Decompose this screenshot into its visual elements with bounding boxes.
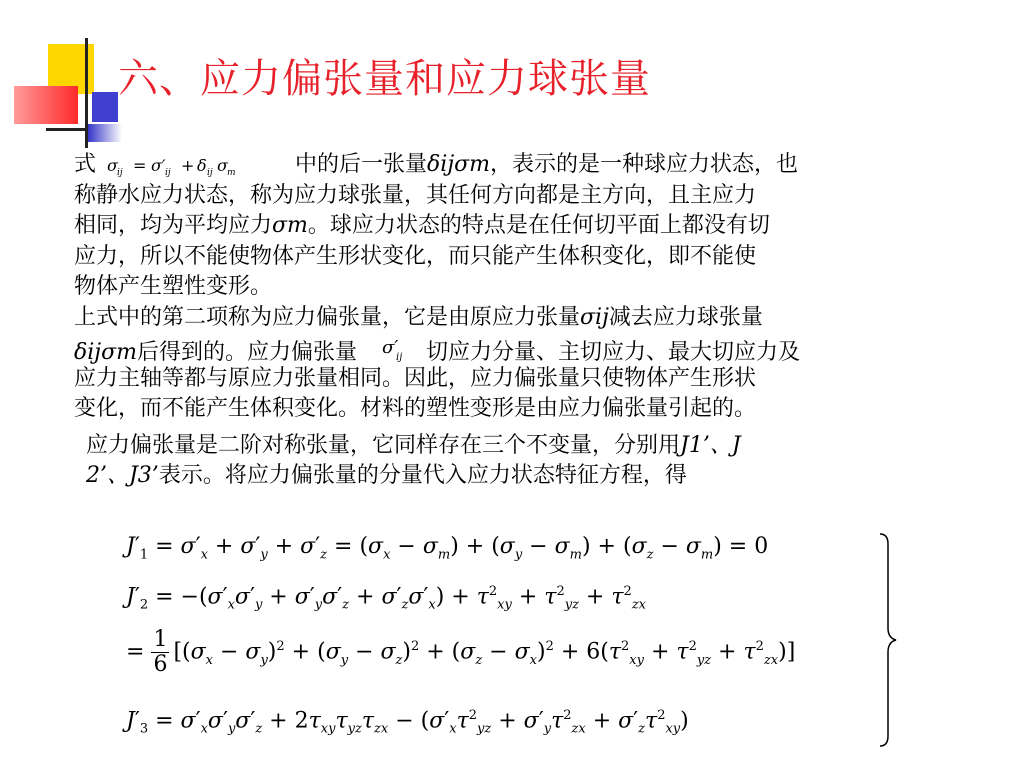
svg-text:σ′: σ′ [151, 156, 166, 175]
right-brace-icon [878, 532, 898, 748]
svg-text:m: m [227, 168, 236, 178]
text-line [74, 461, 974, 492]
svg-text:σ′: σ′ [382, 337, 399, 358]
text-fragment: 后得到的。应力偏张量 [136, 339, 357, 365]
text-line [74, 333, 974, 364]
svg-text:ij: ij [165, 168, 171, 178]
red-square [14, 86, 78, 124]
svg-text:ij: ij [396, 352, 403, 363]
equation-j3: $J'_3 = \sigma'_x\sigma'_y\sigma'_z + 2\tau_{xy}\tau_{yz}\tau_{zx} - (\sigma'_x\tau^2_{yz} + \sigma'_y\tau^2_{zx} + \sigma'_z\tau^2_{xy})$ [126, 708, 689, 737]
blue-square [92, 92, 118, 122]
inline-equation-image [103, 152, 288, 178]
blue-bar [88, 124, 122, 142]
text-fragment: 相同，均为平均应力 [74, 213, 273, 238]
math-fragment: 2’、J3’ [86, 463, 159, 488]
text-line [74, 303, 974, 334]
math-fragment: σm [272, 213, 308, 238]
svg-text:ij: ij [207, 168, 213, 178]
text-line [74, 431, 974, 462]
text-fragment: 上式中的第二项称为应力偏张量，它是由原应力张量 [74, 304, 581, 330]
text-line [74, 211, 974, 242]
math-fragment: J1’、J [680, 432, 741, 458]
text-fragment: 应力偏张量是二阶对称张量，它同样存在三个不变量，分别用 [86, 432, 681, 458]
text-line [74, 150, 974, 181]
equation-j2-expanded: = $\frac{1}{6}$ $[(\sigma_x - \sigma_y)^2 + (\sigma_y - \sigma_z)^2 + (\sigma_z - \sigma_x)^2 + 6(\tau^2_{xy} + \tau^2_{yz} + \tau^2_{zx})]$ [126, 627, 796, 677]
svg-text:σ: σ [217, 156, 228, 175]
text-fragment: ，表示的是一种球应力状态，也 [490, 152, 799, 177]
text-line: 物体产生塑性变形。 [74, 274, 273, 299]
text-fragment: 。球应力状态的特点是在任何切平面上都没有切 [307, 213, 770, 238]
text-fragment: 式 [74, 152, 97, 177]
svg-text:δ: δ [197, 156, 207, 175]
svg-text:σ: σ [107, 156, 118, 175]
text-line: 变化，而不能产生体积变化。材料的塑性变形是由应力偏张量引起的。 [74, 396, 757, 421]
slide-title: 六、应力偏张量和应力球张量 [118, 56, 651, 102]
text-fragment: 表示。将应力偏张量的分量代入应力状态特征方程，得 [158, 463, 687, 488]
svg-text:=: = [133, 156, 147, 175]
equation-block [126, 532, 906, 762]
text-fragment: 减去应力球张量 [608, 304, 763, 330]
math-fragment: δijσm [74, 339, 137, 365]
svg-text:ij: ij [117, 168, 123, 178]
equation-j1: $J'_1 = \sigma'_x + \sigma'_y + \sigma'_z = (\sigma_x - \sigma_m) + (\sigma_y - \sigma_m) + (\sigma_z - \sigma_m) = 0$ [126, 534, 769, 563]
math-fragment: σij [580, 304, 609, 330]
text-line: 应力，所以不能使物体产生形状变化，而只能产生体积变化，即不能使 [74, 243, 757, 269]
equation-j2: $J'_2 = -(\sigma'_x\sigma'_y + \sigma'_y\sigma'_z + \sigma'_z\sigma'_x) + \tau^2_{xy} + \tau^2_{yz} + \tau^2_{zx}$ [126, 584, 646, 613]
text-fragment: 中的后一张量 [295, 152, 428, 177]
text-fragment: 切应力分量、主切应力、最大切应力及 [426, 339, 801, 365]
text-line: 应力主轴等都与原应力张量相同。因此，应力偏张量只使物体产生形状 [74, 365, 757, 391]
text-line: 称静水应力状态，称为应力球张量，其任何方向都是主方向，且主应力 [74, 182, 757, 208]
svg-text:+: + [181, 156, 195, 175]
math-fragment: δijσm [427, 152, 491, 177]
body-text [74, 150, 974, 492]
fraction-one-sixth: $\frac{1}{6}$ [153, 627, 168, 677]
